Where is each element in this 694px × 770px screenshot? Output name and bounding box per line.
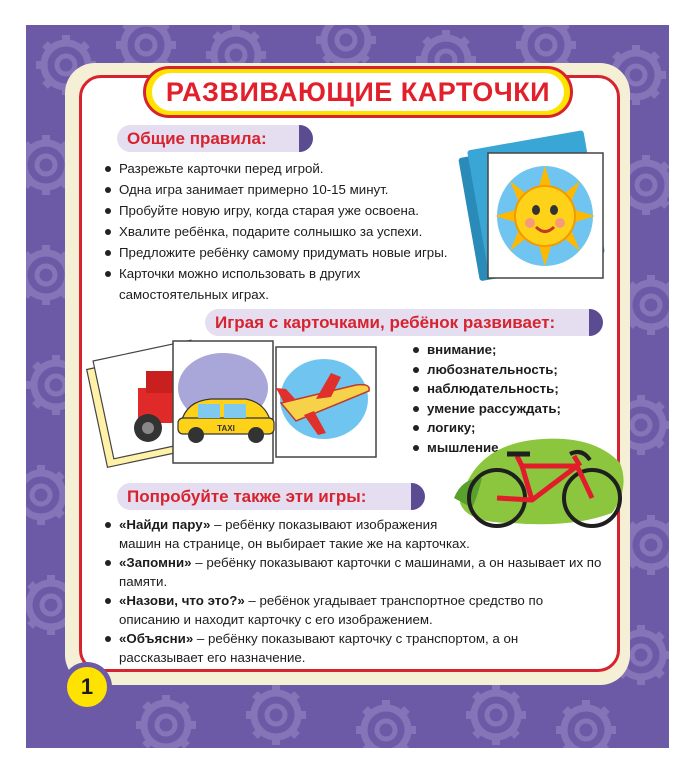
game-name: «Объясни» [119, 631, 194, 646]
page-number-badge [62, 662, 112, 712]
list-item [104, 629, 569, 667]
games-list [104, 515, 602, 667]
list-item: Одна игра занимает примерно 10-15 минут. [104, 179, 474, 200]
list-item [104, 515, 479, 553]
page-number: 1 [67, 667, 107, 707]
game-name: «Найди пару» [119, 517, 211, 532]
rules-list [104, 158, 474, 305]
list-item: Карточки можно использовать в других самостоятельных играх. [104, 263, 369, 305]
list-item: Предложите ребёнку самому придумать новые игры. [104, 242, 474, 263]
rules-heading-text: Общие правила: [127, 128, 267, 148]
games-heading-text: Попробуйте также эти игры: [127, 486, 367, 506]
list-item: любознательность; [412, 360, 602, 380]
list-item: мышление. [412, 438, 602, 458]
develops-heading-text: Играя с карточками, ребёнок развивает: [215, 312, 556, 332]
game-name: «Запомни» [119, 555, 192, 570]
list-item: умение рассуждать; [412, 399, 602, 419]
list-item: Хвалите ребёнка, подарите солнышко за успехи. [104, 221, 474, 242]
develops-heading [205, 309, 595, 336]
game-description: – ребёнку показывают изображения машин на странице, он выбирает такие же на карточках. [119, 517, 470, 551]
list-item [104, 591, 569, 629]
game-description: – ребёнок угадывает транспортное средство по описанию и находит карточку с его изображением. [119, 593, 544, 627]
list-item: Разрежьте карточки перед игрой. [104, 158, 474, 179]
game-name: «Назови, что это?» [119, 593, 245, 608]
title-banner-inner [152, 73, 564, 111]
list-item: логику; [412, 418, 602, 438]
games-heading [117, 483, 417, 510]
list-item: Пробуйте новую игру, когда старая уже освоена. [104, 200, 474, 221]
list-item [104, 553, 602, 591]
game-description: – ребёнку показывают карточки с машинами, а он называет их по памяти. [119, 555, 602, 589]
sun-card-illustration [458, 128, 608, 283]
rules-heading [117, 125, 305, 152]
taxi-label: TAXI [217, 424, 235, 433]
vehicle-cards-illustration [86, 333, 378, 473]
page-title: РАЗВИВАЮЩИЕ КАРТОЧКИ [165, 76, 551, 107]
list-item: внимание; [412, 340, 602, 360]
list-item: наблюдательность; [412, 379, 602, 399]
game-description: – ребёнку показывают карточку с транспортом, а он рассказывает его назначение. [119, 631, 519, 665]
title-banner [143, 66, 573, 118]
